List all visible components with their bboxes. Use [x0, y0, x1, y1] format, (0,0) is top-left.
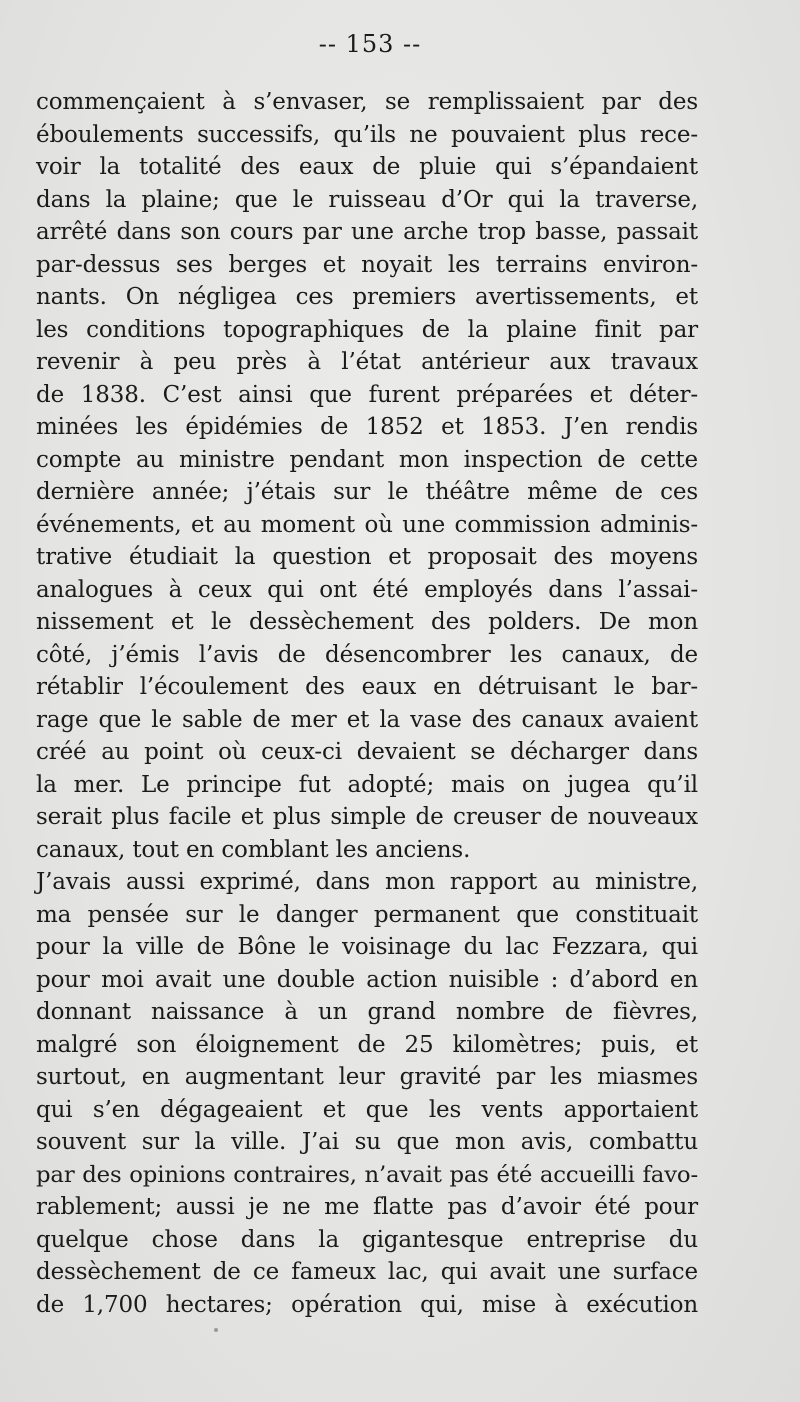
page-number: -- 153 --: [318, 30, 422, 58]
text-line: commençaient à s’envaser, se remplissaient par des: [36, 89, 698, 115]
text-line: revenir à peu près à l’état antérieur aux travaux: [36, 349, 698, 375]
text-line: arrêté dans son cours par une arche trop basse, passait: [36, 219, 698, 245]
text-line: ma pensée sur le danger permanent que constituait: [36, 901, 698, 928]
page-body: [36, 86, 698, 1321]
text-line: la mer. Le principe fut adopté; mais on jugea qu’il: [36, 771, 698, 798]
text-line: J’avais aussi exprimé, dans mon rapport au ministre,: [36, 869, 698, 895]
text-line: pour moi avait une double action nuisible : d’abord en: [36, 966, 698, 993]
text-line: surtout, en augmentant leur gravité par les miasmes: [36, 1064, 698, 1090]
text-line: rablement; aussi je ne me flatte pas d’avoir été pour: [36, 1194, 698, 1220]
text-line: les conditions topographiques de la plaine finit par: [36, 316, 698, 343]
text-line: voir la totalité des eaux de pluie qui s’épandaient: [36, 154, 698, 180]
text-line: analogues à ceux qui ont été employés dans l’assai-: [36, 576, 698, 603]
text-line: côté, j’émis l’avis de désencombrer les canaux, de: [36, 641, 698, 668]
text-line: rage que le sable de mer et la vase des canaux avaient: [36, 706, 698, 733]
text-line: canaux, tout en comblant les anciens.: [36, 836, 471, 863]
text-line: compte au ministre pendant mon inspection de cette: [36, 446, 698, 473]
text-line: minées les épidémies de 1852 et 1853. J’en rendis: [36, 414, 698, 440]
paper-speck: [214, 1328, 218, 1332]
text-line: donnant naissance à un grand nombre de fièvres,: [36, 999, 698, 1025]
text-line: trative étudiait la question et proposait des moyens: [36, 544, 698, 570]
text-line: nants. On négligea ces premiers avertissements, et: [36, 284, 698, 310]
text-line: de 1838. C’est ainsi que furent préparées et déter-: [36, 381, 698, 408]
text-line: qui s’en dégageaient et que les vents apportaient: [36, 1096, 698, 1123]
text-line: de 1,700 hectares; opération qui, mise à exécution: [36, 1291, 698, 1318]
text-line: événements, et au moment où une commission adminis-: [36, 511, 698, 538]
text-line: malgré son éloignement de 25 kilomètres; puis, et: [36, 1031, 698, 1058]
text-line: serait plus facile et plus simple de creuser de nouveaux: [36, 804, 698, 830]
text-line: nissement et le dessèchement des polders. De mon: [36, 609, 698, 635]
text-line: par-dessus ses berges et noyait les terrains environ-: [36, 251, 698, 278]
text-line: créé au point où ceux-ci devaient se décharger dans: [36, 739, 698, 765]
text-line: éboulements successifs, qu’ils ne pouvaient plus rece-: [36, 121, 698, 148]
text-line: pour la ville de Bône le voisinage du lac Fezzara, qui: [36, 934, 698, 960]
text-line: dessèchement de ce fameux lac, qui avait une surface: [36, 1259, 698, 1285]
text-line: dans la plaine; que le ruisseau d’Or qui la traverse,: [36, 186, 698, 213]
text-line: dernière année; j’étais sur le théâtre même de ces: [36, 479, 698, 505]
text-line: souvent sur la ville. J’ai su que mon avis, combattu: [36, 1129, 698, 1155]
text-line: par des opinions contraires, n’avait pas été accueilli favo-: [36, 1161, 698, 1188]
text-line: rétablir l’écoulement des eaux en détruisant le bar-: [36, 674, 698, 700]
text-line: quelque chose dans la gigantesque entreprise du: [36, 1226, 698, 1253]
